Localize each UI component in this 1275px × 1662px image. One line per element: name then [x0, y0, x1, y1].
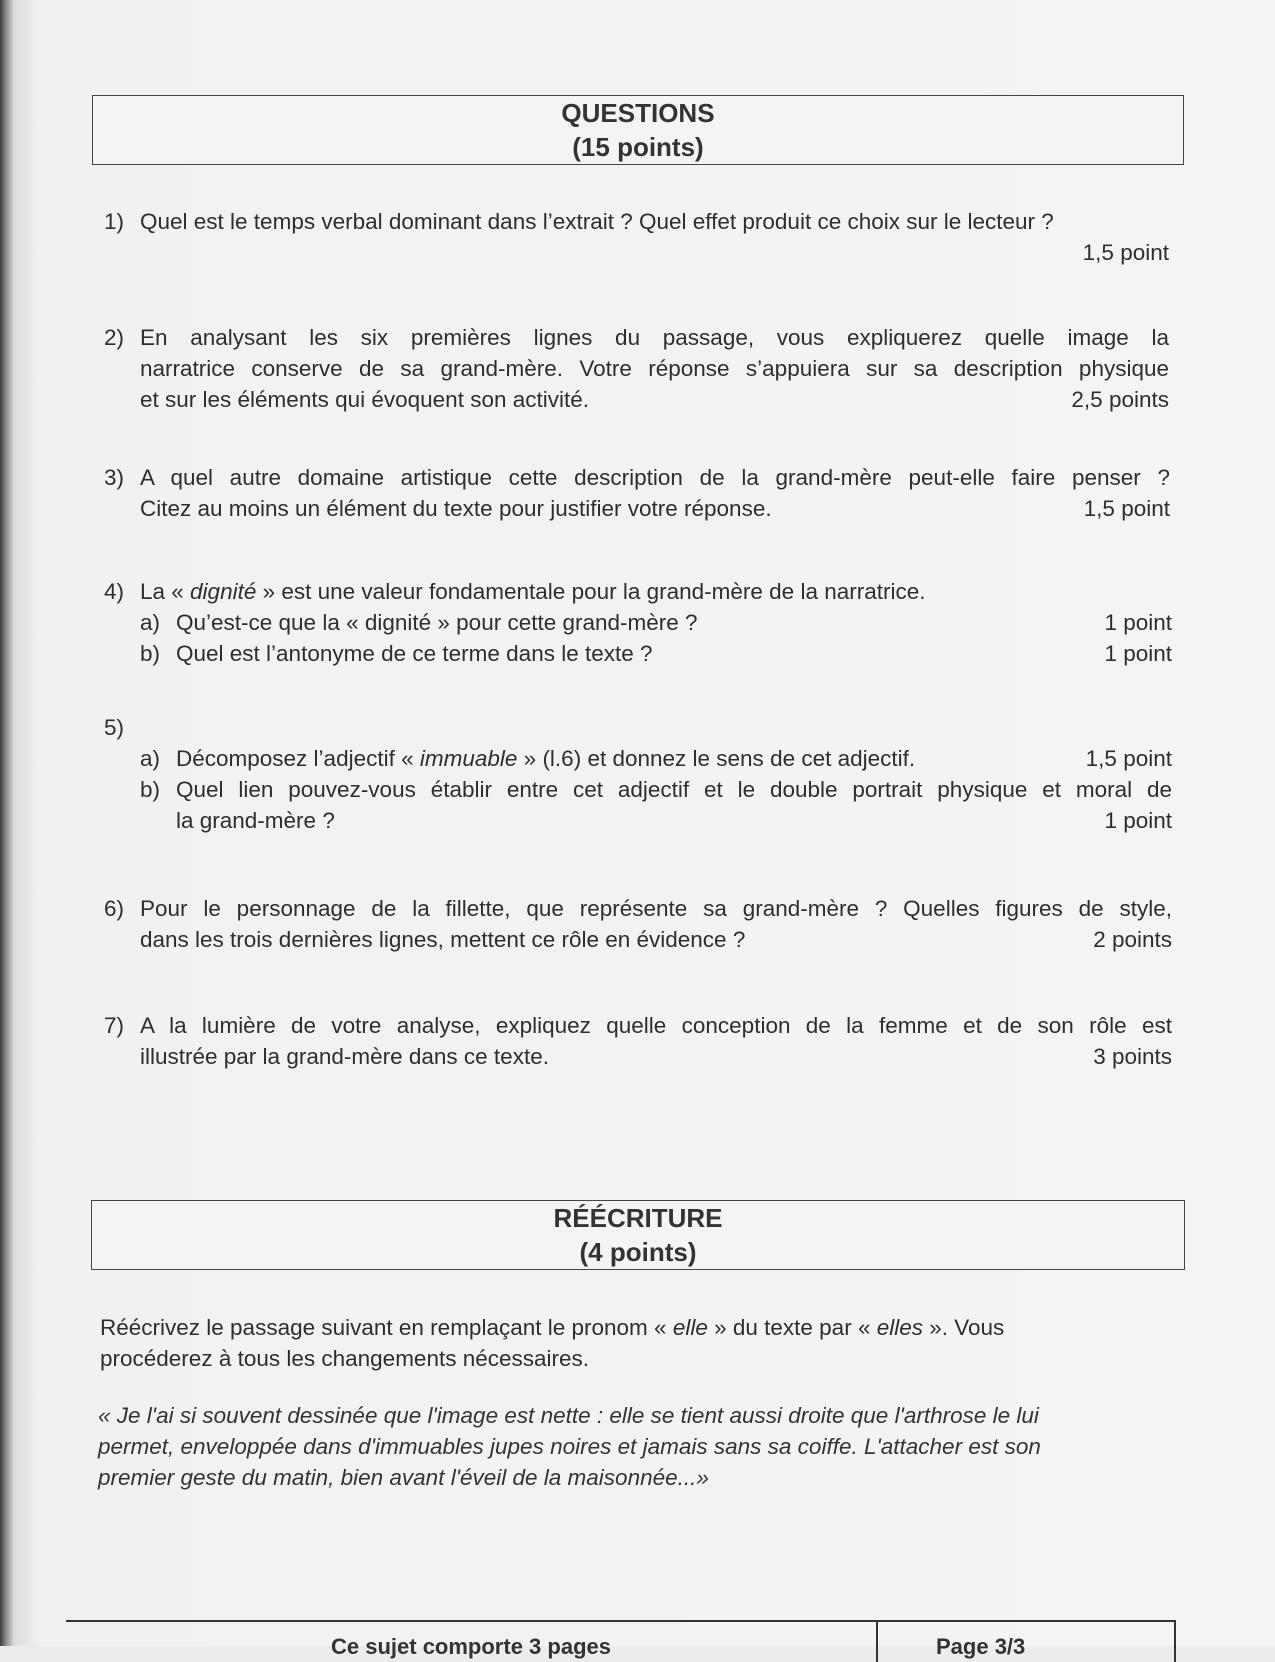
- question-line: A la lumière de votre analyse, expliquez quelle conception de la femme et de son rôle est: [140, 1013, 1172, 1038]
- question-text: Quel est le temps verbal dominant dans l’extrait ? Quel effet produit ce choix sur le lecteur ?: [140, 209, 1054, 234]
- question-number: 5): [104, 715, 125, 740]
- sub-question-points: 1 point: [1104, 610, 1172, 635]
- question-4: 4) La « dignité » est une valeur fondamentale pour la grand-mère de la narratrice. a) Qu’est-ce que la « dignité » pour cette grand-mère ? 1 point b) Quel est l’antonyme de ce terme dans le texte ? 1 point: [104, 576, 1172, 669]
- rewrite-instruction: Réécrivez le passage suivant en remplaçant le pronom « elle » du texte par « elles ». Vous procéderez à tous les changements nécessaires.: [100, 1312, 1160, 1374]
- quote-line: « Je l'ai si souvent dessinée que l'image est nette : elle se tient aussi droite que l'arthrose le lui: [98, 1403, 1039, 1428]
- question-number: 2): [104, 325, 125, 350]
- sub-question-points: 1,5 point: [1085, 746, 1172, 771]
- question-line: Citez au moins un élément du texte pour justifier votre réponse.: [140, 496, 772, 521]
- question-points: 2 points: [1093, 927, 1172, 952]
- question-5: 5) a) Décomposez l’adjectif « immuable » (l.6) et donnez le sens de cet adjectif. 1,5 point b) Quel lien pouvez-vous établir entre cet adjectif et le double portrait physique et moral de la grand-mère ? 1 point: [104, 712, 1172, 867]
- question-points: 3 points: [1093, 1044, 1172, 1069]
- footer-page-count: Ce sujet comporte 3 pages: [331, 1634, 611, 1659]
- question-number: 1): [104, 209, 125, 234]
- questions-title: QUESTIONS: [561, 98, 715, 128]
- footer-right-border: [1174, 1622, 1176, 1662]
- question-number: 6): [104, 896, 125, 921]
- rewrite-points: (4 points): [579, 1237, 697, 1267]
- question-3: [104, 462, 1170, 524]
- question-points: 1,5 point: [1083, 496, 1170, 521]
- rewrite-instruction-line-2: procéderez à tous les changements nécessaires.: [100, 1346, 590, 1371]
- emphasis-elles: elles: [876, 1315, 923, 1340]
- emphasis-dignite: dignité: [190, 579, 257, 604]
- question-line: et sur les éléments qui évoquent son activité.: [140, 387, 590, 412]
- sub-question-points: 1 point: [1104, 641, 1172, 666]
- sub-question-points: 1 point: [1104, 808, 1172, 833]
- questions-points: (15 points): [572, 132, 704, 162]
- question-line: A quel autre domaine artistique cette description de la grand-mère peut-elle faire penser ?: [140, 465, 1170, 490]
- rewrite-quote: [98, 1400, 1158, 1493]
- footer-page-number: Page 3/3: [936, 1634, 1026, 1659]
- quote-line: premier geste du matin, bien avant l'éveil de la maisonnée...»: [98, 1465, 709, 1490]
- question-line: narratrice conserve de sa grand-mère. Votre réponse s’appuiera sur sa description physique: [140, 356, 1169, 381]
- question-points: 1,5 point: [1082, 240, 1169, 265]
- question-line: Pour le personnage de la fillette, que représente sa grand-mère ? Quelles figures de style,: [140, 896, 1172, 921]
- rewrite-title: RÉÉCRITURE: [553, 1203, 723, 1233]
- rewrite-header-box: [91, 1200, 1185, 1270]
- question-number: 4): [104, 579, 125, 604]
- question-line: dans les trois dernières lignes, mettent ce rôle en évidence ?: [140, 927, 746, 952]
- question-2: [104, 322, 1169, 415]
- footer-divider: [876, 1622, 878, 1662]
- emphasis-elle: elle: [672, 1315, 708, 1340]
- question-line: illustrée par la grand-mère dans ce texte.: [140, 1044, 549, 1069]
- question-7: [104, 1010, 1172, 1072]
- page-footer: [66, 1620, 1176, 1662]
- emphasis-immuable: immuable: [419, 746, 518, 771]
- question-line: En analysant les six premières lignes du passage, vous expliquerez quelle image la: [140, 325, 1169, 350]
- quote-line: permet, enveloppée dans d'immuables jupes noires et jamais sans sa coiffe. L'attacher est son: [98, 1434, 1041, 1459]
- question-number: 7): [104, 1013, 125, 1038]
- question-6: [104, 893, 1172, 955]
- questions-header-box: [92, 95, 1184, 165]
- question-points: 2,5 points: [1071, 387, 1169, 412]
- question-1: [104, 206, 1169, 268]
- question-intro: La « dignité » est une valeur fondamentale pour la grand-mère de la narratrice.: [140, 579, 926, 604]
- question-number: 3): [104, 465, 125, 490]
